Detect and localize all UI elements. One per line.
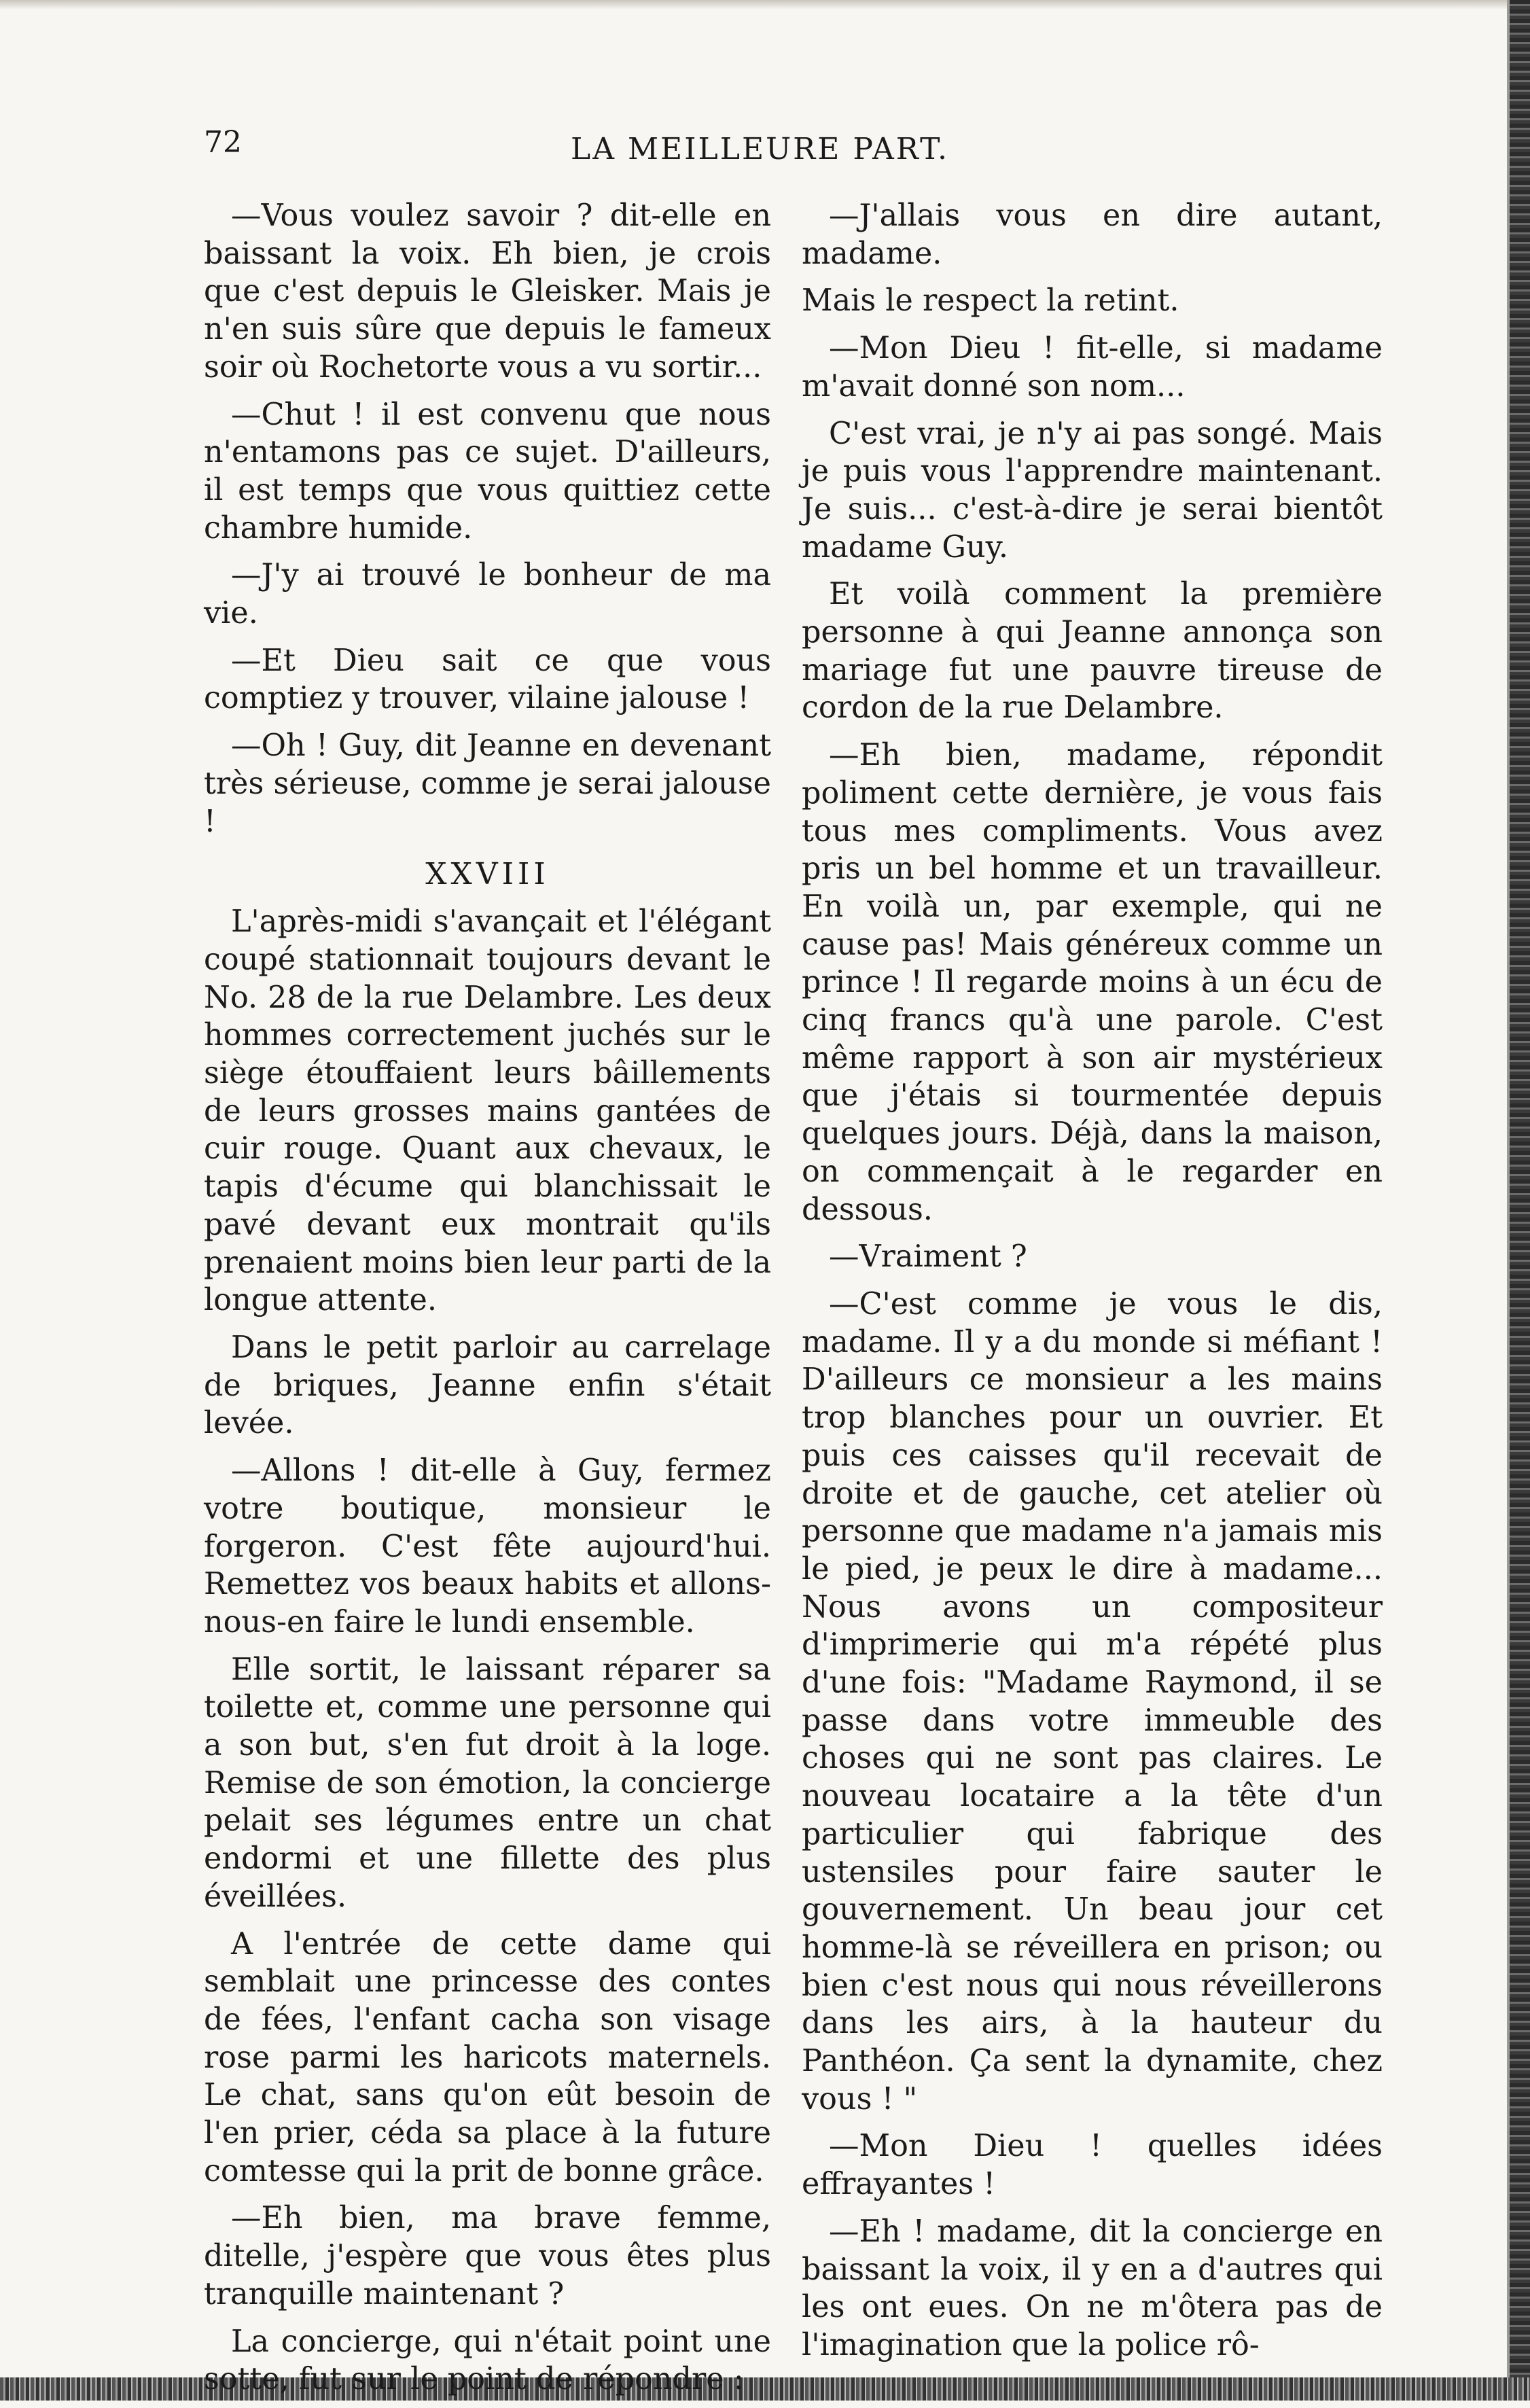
paragraph: La concierge, qui n'était point une sotte, fut sur le point de répondre :	[204, 2324, 771, 2397]
paragraph: —Oh ! Guy, dit Jeanne en devenant très sérieuse, comme je serai jalouse !	[204, 728, 772, 839]
paragraph: L'après-midi s'avançait et l'élégant coupé stationnait toujours devant le No. 28 de la rue Delambre. Les deux hommes correctement juchés sur le siège étouffaient leurs bâillements de leurs grosses mains gantées de cuir rouge. Quant aux chevaux, le tapis d'écume qui blanchissait le pavé devant eux montrait qu'ils prenaient moins bien leur parti de la longue attente.	[204, 904, 771, 1318]
paragraph: —Mon Dieu ! quelles idées effrayantes !	[802, 2129, 1383, 2202]
paragraph: —J'allais vous en dire autant, madame.	[802, 198, 1383, 271]
running-title: LA MEILLEURE PART.	[571, 132, 949, 166]
paragraph: A l'entrée de cette dame qui semblait une princesse des contes de fées, l'enfant cacha son visage rose parmi les haricots maternels. Le chat, sans qu'on eût besoin de l'en prier, céda sa place à la future comtesse qui la prit de bonne grâce.	[204, 1926, 771, 2189]
paragraph: C'est vrai, je n'y ai pas songé. Mais je puis vous l'apprendre maintenant. Je suis... c'est-à-dire je serai bientôt madame Guy.	[802, 416, 1383, 565]
right-column	[802, 197, 1383, 2374]
page-number: 72	[204, 125, 242, 160]
paragraph: —C'est comme je vous le dis, madame. Il y a du monde si méfiant ! D'ailleurs ce monsieur a les mains trop blanches pour un ouvrier. Et puis ces caisses qu'il recevait de droite et de gauche, cet atelier où personne que madame n'a jamais mis le pied, je peux le dire à madame... Nous avons un compositeur d'imprimerie qui m'a répété plus d'une fois: "Madame Raymond, il se passe dans votre immeuble des choses qui ne sont pas claires. Le nouveau locataire a la tête d'un particulier qui fabrique des ustensiles pour faire sauter le gouvernement. Un beau jour cet homme-là se réveillera en prison; ou bien c'est nous qui nous réveillerons dans les airs, à la hauteur du Panthéon. Ça sent la dynamite, chez vous ! "	[802, 1286, 1383, 2117]
paragraph: —Eh ! madame, dit la concierge en baissant la voix, il y en a d'autres qui les ont eues. On ne m'ôtera pas de l'imagination que la police rô-	[802, 2214, 1383, 2362]
scan-top-edge	[0, 0, 1530, 10]
paragraph: —Et Dieu sait ce que vous comptiez y trouver, vilaine jalouse !	[204, 643, 771, 716]
paragraph: Et voilà comment la première personne à qui Jeanne annonça son mariage fut une pauvre tireuse de cordon de la rue Delambre.	[802, 577, 1383, 726]
paragraph: —Mon Dieu ! fit-elle, si madame m'avait donné son nom...	[802, 331, 1383, 404]
paragraph: —Chut ! il est convenu que nous n'entamons pas ce sujet. D'ailleurs, il est temps que vous quittiez cette chambre humide.	[204, 397, 771, 546]
paragraph: —Allons ! dit-elle à Guy, fermez votre boutique, monsieur le forgeron. C'est fête aujourd'hui. Remettez vos beaux habits et allons-nous-en faire le lundi ensemble.	[204, 1453, 771, 1640]
chapter-heading: XXVIII	[425, 857, 550, 892]
paragraph: —Vraiment ?	[829, 1239, 1027, 1275]
paragraph: —Eh bien, ma brave femme, ditelle, j'espère que vous êtes plus tranquille maintenant ?	[204, 2201, 771, 2312]
scan-right-edge	[1510, 0, 1530, 2401]
paragraph: Dans le petit parloir au carrelage de briques, Jeanne enfin s'était levée.	[204, 1330, 771, 1441]
paragraph: Mais le respect la retint.	[802, 283, 1179, 319]
left-column	[204, 197, 771, 2408]
paragraph: Elle sortit, le laissant réparer sa toilette et, comme une personne qui a son but, s'en fut droit à la loge. Remise de son émotion, la concierge pelait ses légumes entre un chat endormi et une fillette des plus éveillées.	[204, 1652, 771, 1914]
paragraph: —Vous voulez savoir ? dit-elle en baissant la voix. Eh bien, je crois que c'est depuis le Gleisker. Mais je n'en suis sûre que depuis le fameux soir où Rochetorte vous a vu sortir...	[204, 198, 771, 385]
paragraph: —Eh bien, madame, répondit poliment cette dernière, je vous fais tous mes compliments. Vous avez pris un bel homme et un travailleur. En voilà un, par exemple, qui ne cause pas! Mais généreux comme un prince ! Il regarde moins à un écu de cinq francs qu'à une parole. C'est même rapport à son air mystérieux que j'étais si tourmentée depuis quelques jours. Déjà, dans la maison, on commençait à le regarder en dessous.	[802, 738, 1383, 1227]
page-header	[204, 122, 1386, 170]
paragraph: —J'y ai trouvé le bonheur de ma vie.	[204, 558, 771, 631]
